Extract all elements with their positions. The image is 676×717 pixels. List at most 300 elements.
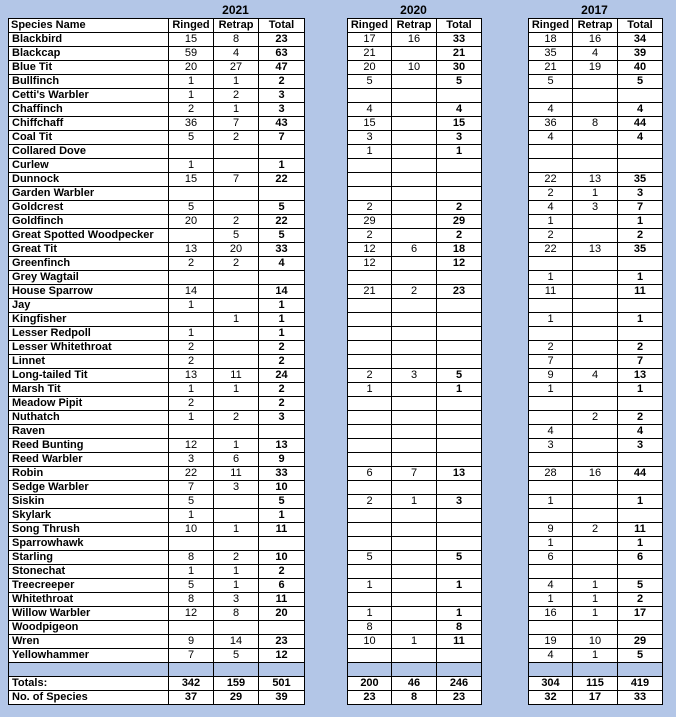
- ringed-cell: [348, 481, 392, 495]
- species-count-row: [529, 691, 663, 705]
- retrap-cell: 27: [214, 61, 259, 75]
- table-row: [529, 243, 663, 257]
- table-row: [348, 229, 482, 243]
- ringed-cell: 36: [529, 117, 573, 131]
- spacer-cell: [618, 663, 663, 677]
- ringed-cell: [348, 453, 392, 467]
- table-row: [529, 537, 663, 551]
- total-cell: 47: [259, 61, 305, 75]
- total-cell: 44: [618, 117, 663, 131]
- species-name-cell: Goldcrest: [9, 201, 169, 215]
- ringed-cell: [348, 355, 392, 369]
- retrap-cell: 2: [214, 131, 259, 145]
- species-name-cell: Song Thrush: [9, 523, 169, 537]
- total-cell: 5: [618, 75, 663, 89]
- table-row: [348, 47, 482, 61]
- retrap-cell: 3: [392, 369, 437, 383]
- ringed-cell: 10: [348, 635, 392, 649]
- retrap-cell: 13: [573, 243, 618, 257]
- total-cell: 13: [437, 467, 482, 481]
- ringed-cell: [169, 313, 214, 327]
- total-cell: [618, 299, 663, 313]
- ringed-cell: [529, 509, 573, 523]
- total-cell: 1: [259, 327, 305, 341]
- totals-total-cell: 419: [618, 677, 663, 691]
- total-cell: 11: [618, 523, 663, 537]
- retrap-cell: [573, 621, 618, 635]
- species-count-retrap-cell: 8: [392, 691, 437, 705]
- ringed-cell: 5: [348, 551, 392, 565]
- ringed-cell: [529, 565, 573, 579]
- table-row: [529, 369, 663, 383]
- total-cell: 3: [618, 187, 663, 201]
- ringed-cell: [169, 425, 214, 439]
- total-cell: 1: [437, 383, 482, 397]
- total-cell: [618, 257, 663, 271]
- table-row: [348, 341, 482, 355]
- species-name-cell: Bullfinch: [9, 75, 169, 89]
- retrap-cell: [214, 621, 259, 635]
- retrap-cell: [214, 341, 259, 355]
- total-cell: [437, 425, 482, 439]
- table-row: [9, 327, 305, 341]
- total-cell: [259, 271, 305, 285]
- ringed-cell: [348, 89, 392, 103]
- retrap-cell: [392, 173, 437, 187]
- table-row: [9, 425, 305, 439]
- total-cell: 5: [618, 649, 663, 663]
- species-name-cell: Robin: [9, 467, 169, 481]
- table-row: [529, 229, 663, 243]
- retrap-cell: [392, 593, 437, 607]
- table-row: [529, 61, 663, 75]
- table-row: [9, 481, 305, 495]
- total-cell: 39: [618, 47, 663, 61]
- ringed-cell: [529, 327, 573, 341]
- species-name-cell: Stonechat: [9, 565, 169, 579]
- total-cell: [437, 173, 482, 187]
- total-cell: 2: [437, 201, 482, 215]
- total-cell: [437, 89, 482, 103]
- ringed-cell: [348, 649, 392, 663]
- table-row: [9, 187, 305, 201]
- ringed-cell: [529, 411, 573, 425]
- table-row: [529, 607, 663, 621]
- ringed-cell: 19: [529, 635, 573, 649]
- table-row: [9, 453, 305, 467]
- table-row: [9, 285, 305, 299]
- total-cell: [437, 509, 482, 523]
- retrap-cell: [573, 131, 618, 145]
- table-row: [9, 579, 305, 593]
- table-row: [529, 593, 663, 607]
- table-row: [9, 271, 305, 285]
- species-name-cell: Chaffinch: [9, 103, 169, 117]
- ringed-cell: 15: [169, 33, 214, 47]
- retrap-cell: 4: [214, 47, 259, 61]
- species-name-cell: Greenfinch: [9, 257, 169, 271]
- retrap-cell: [214, 187, 259, 201]
- total-cell: [437, 397, 482, 411]
- retrap-cell: [392, 551, 437, 565]
- retrap-cell: [573, 565, 618, 579]
- table-row: [529, 621, 663, 635]
- ringed-cell: [529, 145, 573, 159]
- retrap-cell: [214, 159, 259, 173]
- retrap-cell: 11: [214, 467, 259, 481]
- retrap-cell: [392, 579, 437, 593]
- ringed-cell: 2: [348, 369, 392, 383]
- retrap-cell: 1: [214, 75, 259, 89]
- table-row: [348, 649, 482, 663]
- ringed-cell: 13: [169, 243, 214, 257]
- retrap-cell: [573, 439, 618, 453]
- retrap-cell: [392, 215, 437, 229]
- species-name-cell: Raven: [9, 425, 169, 439]
- retrap-cell: 16: [392, 33, 437, 47]
- species-name-cell: Chiffchaff: [9, 117, 169, 131]
- total-cell: 3: [259, 89, 305, 103]
- total-cell: 3: [259, 103, 305, 117]
- table-row: [9, 621, 305, 635]
- total-cell: [259, 425, 305, 439]
- spacer-cell: [214, 663, 259, 677]
- retrap-cell: [573, 551, 618, 565]
- species-name-cell: Collared Dove: [9, 145, 169, 159]
- retrap-cell: 3: [214, 481, 259, 495]
- table-row: [9, 537, 305, 551]
- total-cell: [437, 439, 482, 453]
- ringed-cell: [348, 187, 392, 201]
- table-row: [529, 313, 663, 327]
- species-name-cell: Marsh Tit: [9, 383, 169, 397]
- total-cell: [618, 397, 663, 411]
- table-row: [348, 187, 482, 201]
- total-cell: 10: [259, 481, 305, 495]
- ringed-cell: 1: [348, 145, 392, 159]
- retrap-cell: 6: [214, 453, 259, 467]
- ringed-cell: 8: [348, 621, 392, 635]
- table-row: [9, 607, 305, 621]
- total-cell: [437, 327, 482, 341]
- total-cell: 22: [259, 173, 305, 187]
- retrap-cell: [392, 439, 437, 453]
- total-cell: [437, 453, 482, 467]
- ringed-cell: 8: [169, 593, 214, 607]
- ringed-cell: 21: [348, 285, 392, 299]
- total-cell: 12: [259, 649, 305, 663]
- ringed-cell: [348, 537, 392, 551]
- ringed-cell: 6: [529, 551, 573, 565]
- species-name-cell: Wren: [9, 635, 169, 649]
- table-row: [529, 201, 663, 215]
- total-cell: [437, 649, 482, 663]
- retrap-cell: [573, 537, 618, 551]
- total-cell: [618, 327, 663, 341]
- table-row: [9, 565, 305, 579]
- ringed-cell: 13: [169, 369, 214, 383]
- ringed-cell: 4: [529, 579, 573, 593]
- retrap-cell: [214, 425, 259, 439]
- retrap-cell: [392, 89, 437, 103]
- ringed-cell: [529, 257, 573, 271]
- total-cell: 2: [259, 397, 305, 411]
- table-row: [348, 537, 482, 551]
- ringed-header: Ringed: [169, 19, 214, 33]
- table-row: [529, 117, 663, 131]
- species-count-retrap-cell: 17: [573, 691, 618, 705]
- total-cell: 13: [618, 369, 663, 383]
- total-cell: 23: [259, 33, 305, 47]
- total-cell: 2: [259, 383, 305, 397]
- species-name-cell: Siskin: [9, 495, 169, 509]
- ringed-cell: [348, 313, 392, 327]
- table-row: [9, 173, 305, 187]
- total-cell: 33: [437, 33, 482, 47]
- ringed-cell: [529, 299, 573, 313]
- total-cell: 33: [259, 467, 305, 481]
- year-heading-2020: 2020: [400, 3, 427, 17]
- total-cell: 1: [618, 313, 663, 327]
- ringed-cell: 2: [348, 229, 392, 243]
- retrap-cell: [573, 271, 618, 285]
- species-name-cell: Garden Warbler: [9, 187, 169, 201]
- retrap-cell: [573, 215, 618, 229]
- ringed-cell: 20: [169, 215, 214, 229]
- ringed-cell: 2: [169, 397, 214, 411]
- ringed-cell: [348, 523, 392, 537]
- total-cell: [259, 187, 305, 201]
- total-cell: 6: [618, 551, 663, 565]
- table-row: [529, 551, 663, 565]
- ringed-cell: 5: [169, 495, 214, 509]
- total-cell: [618, 565, 663, 579]
- table-row: [9, 75, 305, 89]
- species-name-cell: Jay: [9, 299, 169, 313]
- total-cell: 2: [618, 341, 663, 355]
- ringed-cell: [348, 565, 392, 579]
- total-cell: 34: [618, 33, 663, 47]
- retrap-cell: [392, 313, 437, 327]
- table-row: [529, 579, 663, 593]
- retrap-cell: [392, 649, 437, 663]
- retrap-cell: [214, 509, 259, 523]
- ringed-cell: 7: [529, 355, 573, 369]
- table-row: [529, 439, 663, 453]
- ringed-cell: [169, 621, 214, 635]
- total-cell: [618, 453, 663, 467]
- table-row: [348, 509, 482, 523]
- table-row: [529, 89, 663, 103]
- totals-total-cell: 501: [259, 677, 305, 691]
- spacer-cell: [529, 663, 573, 677]
- total-cell: 43: [259, 117, 305, 131]
- total-cell: [437, 481, 482, 495]
- retrap-cell: [392, 271, 437, 285]
- total-cell: 1: [259, 299, 305, 313]
- table-row: [9, 523, 305, 537]
- total-cell: 4: [618, 103, 663, 117]
- ringed-cell: [348, 159, 392, 173]
- ringed-cell: 11: [529, 285, 573, 299]
- header-row: [9, 19, 305, 33]
- table-row: [529, 355, 663, 369]
- total-cell: [437, 271, 482, 285]
- ringed-cell: 2: [529, 229, 573, 243]
- total-cell: 5: [618, 579, 663, 593]
- table-row: [9, 131, 305, 145]
- table-row: [529, 341, 663, 355]
- retrap-cell: [573, 495, 618, 509]
- ringed-cell: 20: [169, 61, 214, 75]
- ringed-cell: 4: [529, 425, 573, 439]
- total-cell: 30: [437, 61, 482, 75]
- retrap-cell: 5: [214, 229, 259, 243]
- retrap-cell: [573, 75, 618, 89]
- total-cell: 11: [618, 285, 663, 299]
- ringed-cell: 1: [529, 215, 573, 229]
- retrap-cell: 2: [214, 551, 259, 565]
- table-row: [9, 215, 305, 229]
- retrap-cell: 5: [214, 649, 259, 663]
- total-cell: 4: [618, 131, 663, 145]
- total-cell: 1: [259, 313, 305, 327]
- total-header: Total: [437, 19, 482, 33]
- table-row: [529, 145, 663, 159]
- total-cell: 44: [618, 467, 663, 481]
- retrap-cell: [573, 257, 618, 271]
- retrap-cell: 2: [573, 523, 618, 537]
- total-cell: [437, 355, 482, 369]
- ringed-cell: 1: [348, 607, 392, 621]
- retrap-cell: [392, 257, 437, 271]
- retrap-cell: [573, 481, 618, 495]
- ringed-cell: 1: [348, 579, 392, 593]
- total-cell: 2: [618, 229, 663, 243]
- table-row: [9, 61, 305, 75]
- ringed-cell: 2: [169, 103, 214, 117]
- table-row: [348, 411, 482, 425]
- table-row: [529, 33, 663, 47]
- ringed-cell: 12: [348, 257, 392, 271]
- table-row: [348, 467, 482, 481]
- table-row: [348, 369, 482, 383]
- table-row: [348, 145, 482, 159]
- species-name-cell: Dunnock: [9, 173, 169, 187]
- table-row: [348, 33, 482, 47]
- species-name-cell: Reed Warbler: [9, 453, 169, 467]
- total-header: Total: [259, 19, 305, 33]
- ringed-cell: 1: [529, 537, 573, 551]
- table-row: [348, 607, 482, 621]
- table-row: [348, 257, 482, 271]
- total-cell: 3: [437, 131, 482, 145]
- ringed-cell: 1: [169, 159, 214, 173]
- species-name-cell: Lesser Whitethroat: [9, 341, 169, 355]
- retrap-cell: 2: [392, 285, 437, 299]
- spacer-cell: [9, 663, 169, 677]
- ringed-cell: 4: [529, 131, 573, 145]
- table-row: [529, 565, 663, 579]
- retrap-cell: [392, 397, 437, 411]
- total-cell: 8: [437, 621, 482, 635]
- table-row: [9, 229, 305, 243]
- ringed-cell: 10: [169, 523, 214, 537]
- retrap-cell: [573, 509, 618, 523]
- species-count-label: No. of Species: [9, 691, 169, 705]
- ringed-cell: [348, 173, 392, 187]
- retrap-cell: [392, 159, 437, 173]
- total-cell: 18: [437, 243, 482, 257]
- ringed-cell: 15: [348, 117, 392, 131]
- ringed-cell: 1: [169, 75, 214, 89]
- retrap-cell: [573, 103, 618, 117]
- retrap-cell: [392, 131, 437, 145]
- table-row: [348, 453, 482, 467]
- total-cell: 10: [259, 551, 305, 565]
- retrap-cell: [573, 341, 618, 355]
- retrap-cell: [392, 187, 437, 201]
- retrap-cell: [573, 299, 618, 313]
- table-row: [348, 397, 482, 411]
- retrap-cell: [392, 621, 437, 635]
- ringed-cell: 3: [169, 453, 214, 467]
- ringed-cell: [169, 537, 214, 551]
- species-name-cell: Starling: [9, 551, 169, 565]
- table-row: [529, 327, 663, 341]
- ringed-cell: 22: [529, 173, 573, 187]
- table-2020: [347, 18, 482, 705]
- table-2021: [8, 18, 305, 705]
- retrap-cell: 14: [214, 635, 259, 649]
- species-name-cell: Lesser Redpoll: [9, 327, 169, 341]
- ringed-cell: 12: [169, 607, 214, 621]
- ringed-cell: 4: [529, 649, 573, 663]
- total-cell: 5: [259, 495, 305, 509]
- total-cell: 35: [618, 173, 663, 187]
- table-row: [348, 495, 482, 509]
- year-heading-2017: 2017: [581, 3, 608, 17]
- table-row: [348, 579, 482, 593]
- table-row: [9, 355, 305, 369]
- retrap-cell: [392, 117, 437, 131]
- table-row: [529, 425, 663, 439]
- table-row: [348, 173, 482, 187]
- spacer-cell: [169, 663, 214, 677]
- retrap-cell: 2: [214, 411, 259, 425]
- table-row: [9, 313, 305, 327]
- table-row: [9, 201, 305, 215]
- total-cell: [618, 621, 663, 635]
- retrap-cell: [573, 327, 618, 341]
- species-count-total-cell: 33: [618, 691, 663, 705]
- ringed-cell: [348, 299, 392, 313]
- total-cell: 1: [437, 607, 482, 621]
- total-cell: 15: [437, 117, 482, 131]
- ringed-cell: 12: [169, 439, 214, 453]
- retrap-cell: 16: [573, 467, 618, 481]
- year-heading-2021: 2021: [222, 3, 249, 17]
- species-name-cell: Coal Tit: [9, 131, 169, 145]
- species-count-total-cell: 23: [437, 691, 482, 705]
- ringed-cell: [529, 481, 573, 495]
- table-row: [348, 215, 482, 229]
- species-count-row: [9, 691, 305, 705]
- table-row: [348, 159, 482, 173]
- total-cell: 1: [618, 495, 663, 509]
- species-count-retrap-cell: 29: [214, 691, 259, 705]
- total-cell: 40: [618, 61, 663, 75]
